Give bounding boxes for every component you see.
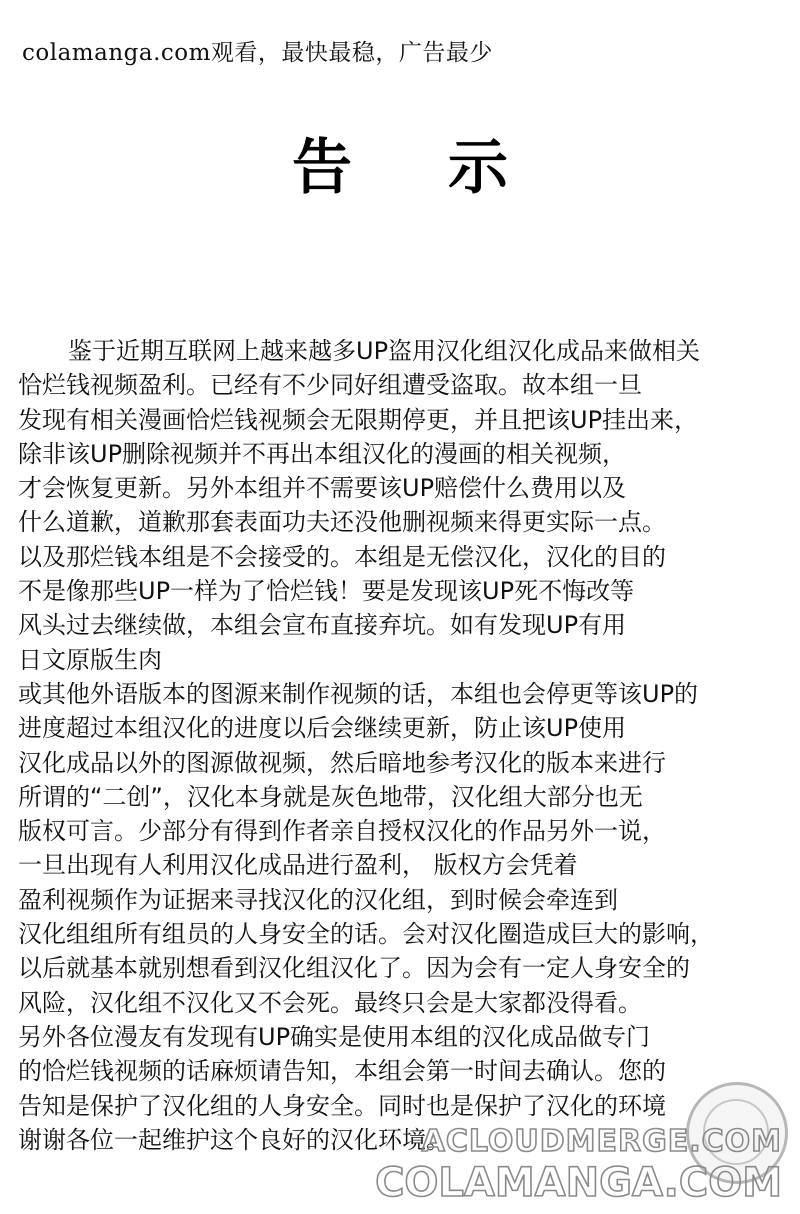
notice-line: 才会恢复更新。另外本组并不需要该UP赔偿什么费用以及 bbox=[18, 474, 627, 503]
notice-line: 盈利视频作为证据来寻找汉化的汉化组，到时候会牵连到 bbox=[18, 885, 618, 914]
notice-line: 汉化成品以外的图源做视频，然后暗地参考汉化的版本来进行 bbox=[18, 748, 666, 777]
notice-line: 除非该UP删除视频并不再出本组汉化的漫画的相关视频， bbox=[18, 439, 627, 468]
notice-line: 风头过去继续做，本组会宣布直接弃坑。如有发现UP有用 bbox=[18, 611, 627, 640]
notice-line: 以及那烂钱本组是不会接受的。本组是无偿汉化，汉化的目的 bbox=[18, 542, 666, 571]
notice-line: 什么道歉，道歉那套表面功夫还没他删视频来得更实际一点。 bbox=[18, 508, 666, 537]
notice-line: 日文原版生肉 bbox=[18, 645, 162, 674]
notice-body bbox=[18, 334, 798, 1157]
notice-line: 发现有相关漫画恰烂钱视频会无限期停更，并且把该UP挂出来， bbox=[18, 405, 699, 434]
watermark bbox=[375, 1118, 788, 1208]
watermark-line-2: COLAMANGA.COM bbox=[375, 1160, 782, 1206]
notice-line: 恰烂钱视频盈利。已经有不少同好组遭受盗取。故本组一旦 bbox=[18, 371, 642, 400]
notice-line: 进度超过本组汉化的进度以后会继续更新，防止该UP使用 bbox=[18, 714, 627, 743]
notice-line: 不是像那些UP一样为了恰烂钱！要是发现该UP死不悔改等 bbox=[18, 577, 635, 606]
notice-line: 或其他外语版本的图源来制作视频的话，本组也会停更等该UP的 bbox=[18, 679, 699, 708]
notice-line: 版权可言。少部分有得到作者亲自授权汉化的作品另外一说， bbox=[18, 817, 666, 846]
notice-line: 以后就基本就别想看到汉化组汉化了。因为会有一定人身安全的 bbox=[18, 954, 690, 983]
notice-line: 告知是保护了汉化组的人身安全。同时也是保护了汉化的环境 bbox=[18, 1091, 666, 1120]
notice-title: 告示 bbox=[292, 133, 604, 203]
watermark-line-1: ACLOUDMERGE.COM bbox=[421, 1124, 782, 1159]
notice-line: 汉化组组所有组员的人身安全的话。会对汉化圈造成巨大的影响， bbox=[18, 920, 714, 949]
notice-line: 谢谢各位一起维护这个良好的汉化环境。 bbox=[18, 1125, 450, 1154]
notice-line: 的恰烂钱视频的话麻烦请告知，本组会第一时间去确认。您的 bbox=[18, 1057, 666, 1086]
notice-line: 一旦出现有人利用汉化成品进行盈利， 版权方会凭着 bbox=[18, 851, 578, 880]
notice-line: 所谓的“二创”，汉化本身就是灰色地带，汉化组大部分也无 bbox=[18, 782, 643, 811]
notice-line: 另外各位漫友有发现有UP确实是使用本组的汉化成品做专门 bbox=[18, 1022, 651, 1051]
site-note: colamanga.com观看，最快最稳，广告最少 bbox=[22, 40, 493, 66]
notice-line: 鉴于近期互联网上越来越多UP盗用汉化组汉化成品来做相关 bbox=[68, 337, 701, 365]
notice-line: 风险，汉化组不汉化又不会死。最终只会是大家都没得看。 bbox=[18, 988, 642, 1017]
